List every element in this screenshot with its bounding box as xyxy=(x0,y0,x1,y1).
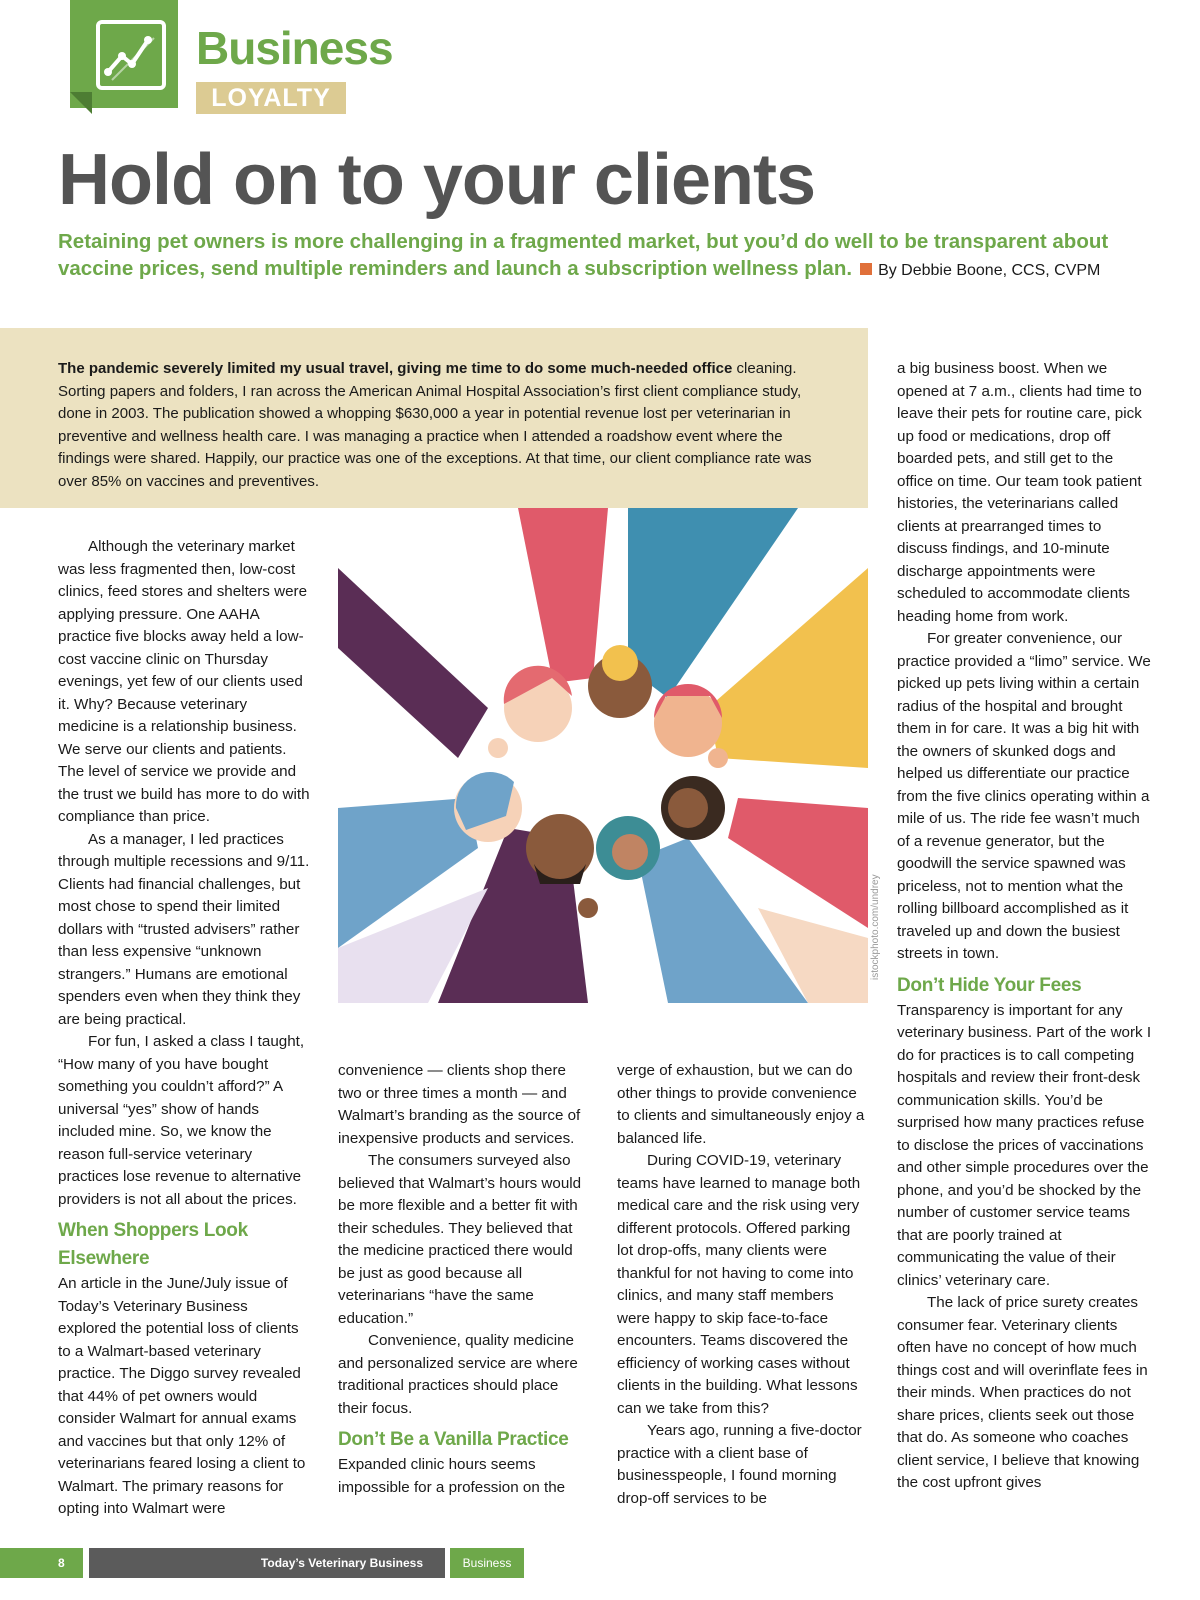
paragraph: Transparency is important for any veterinary business. Part of the work I do for practices is to call competing hospitals and review their front-desk communication skills. You’d be surprised how many practices refuse to disclose the prices of vaccinations and other simple procedures over the phone, and you’d be shocked by the number of customer service teams that are poorly trained at communicating the value of their clinics’ veterinary care. xyxy=(897,1001,1152,1289)
page-number-bar xyxy=(0,1548,83,1578)
subhead-fees: Don’t Hide Your Fees xyxy=(897,974,1082,996)
column-3 xyxy=(617,1060,869,1510)
intro-lead: The pandemic severely limited my usual travel, giving me time to do some much-needed office xyxy=(58,360,733,377)
intro-body: cleaning. Sorting papers and folders, I ran across the American Animal Hospital Association’s first client compliance study, done in 2003. The publication showed a whopping $630,000 a year in potential revenue lost per veterinarian in preventive and wellness health care. I was managing a practice when I attended a roadshow event where the findings were shared. Happily, our practice was one of the exceptions. At that time, our client compliance rate was over 85% on vaccines and preventives. xyxy=(58,360,812,490)
paragraph: convenience — clients shop there two or three times a month — and Walmart’s branding as the source of inexpensive products and services. xyxy=(338,1062,581,1147)
subhead-shoppers: When Shoppers Look Elsewhere xyxy=(58,1220,248,1269)
article-dek xyxy=(58,228,1168,284)
column-1 xyxy=(58,536,310,1521)
byline: By Debbie Boone, CCS, CVPM xyxy=(878,262,1101,279)
logo-fold-corner xyxy=(70,92,92,114)
paragraph: An article in the June/July issue of Today’s Veterinary Business explored the potential loss of clients to a Walmart-based veterinary practice. The Diggo survey revealed that 44% of pet owners would consider Walmart for annual exams and vaccines but that only 12% of veterinarians feared losing a client to Walmart. The primary reasons for opting into Walmart were xyxy=(58,1275,306,1517)
photo-credit: istockphoto.com/undrey xyxy=(870,874,881,980)
subhead-vanilla: Don’t Be a Vanilla Practice xyxy=(338,1429,569,1450)
page-number: 8 xyxy=(58,1556,65,1570)
intro-paragraph xyxy=(58,358,838,493)
dek-text: Retaining pet owners is more challenging in a fragmented market, but you’d do well to be transparent about vaccine prices, send multiple reminders and launch a subscription wellness plan. xyxy=(58,230,1109,280)
people-circle-illustration xyxy=(338,508,868,1003)
paragraph: verge of exhaustion, but we can do other things to provide convenience to clients and simultaneously enjoy a balanced life. xyxy=(617,1062,865,1147)
section-tag: LOYALTY xyxy=(196,82,346,114)
byline-square-icon xyxy=(860,263,872,275)
paragraph: Convenience, quality medicine and personalized service are where traditional practices should place their focus. xyxy=(338,1332,578,1417)
article-headline: Hold on to your clients xyxy=(58,140,816,220)
publication-name: Today’s Veterinary Business xyxy=(89,1548,445,1578)
footer-section-tab: Business xyxy=(450,1548,524,1578)
section-title: Business xyxy=(196,22,393,74)
paragraph: Although the veterinary market was less fragmented then, low-cost clinics, feed stores and shelters were applying pressure. One AAHA practice five blocks away held a low-cost vaccine clinic on Thursday evenings, yet few of our clients used it. Why? Because veterinary medicine is a relationship business. We serve our clients and patients. The level of service we provide and the trust we build has more to do with compliance than price. xyxy=(58,538,310,825)
paragraph: Expanded clinic hours seems impossible for a profession on the xyxy=(338,1456,566,1496)
paragraph: The consumers surveyed also believed that Walmart’s hours would be more flexible and a better fit with their schedules. They believed that the medicine practiced there would be just as good because all veterinarians “have the same education.” xyxy=(338,1152,582,1327)
column-4 xyxy=(897,358,1153,1495)
line-chart-icon xyxy=(96,20,166,90)
paragraph: As a manager, I led practices through multiple recessions and 9/11. Clients had financial challenges, but most chose to spend their limited dollars with “trusted advisers” rather than less expensive “unknown strangers.” Humans are emotional spenders even when they think they are being practical. xyxy=(58,830,310,1028)
paragraph: a big business boost. When we opened at 7 a.m., clients had time to leave their pets for routine care, pick up food or medications, drop off boarded pets, and still get to the office on time. Our team took patient histories, the veterinarians called clients at prearranged times to discuss findings, and 10-minute discharge appointments were scheduled to accommodate clients heading home from work. xyxy=(897,360,1142,625)
paragraph: Years ago, running a five-doctor practice with a client base of businesspeople, I found morning drop-off services to be xyxy=(617,1422,862,1507)
column-2 xyxy=(338,1060,590,1499)
paragraph: During COVID-19, veterinary teams have learned to manage both medical care and the risk using very different protocols. Offered parking lot drop-offs, many clients were thankful for not having to come into clinics, and many staff members were happy to skip face-to-face encounters. Teams discovered the efficiency of working cases without clients in the building. What lessons can we take from this? xyxy=(617,1152,861,1417)
paragraph: For greater convenience, our practice provided a “limo” service. We picked up pets living within a certain radius of the hospital and brought them in for care. It was a big hit with the owners of skunked dogs and helped us differentiate our practice from the five clinics operating within a mile of us. The ride fee wasn’t much of a revenue generator, but the goodwill the service spawned was priceless, not to mention what the rolling billboard accomplished as it traveled up and down the busiest streets in town. xyxy=(897,630,1151,962)
paragraph: The lack of price surety creates consumer fear. Veterinary clients often have no concept of how much things cost and will overinflate fees in their minds. When practices do not share prices, clients seek out those that do. As someone who coaches client service, I believe that knowing the cost upfront gives xyxy=(897,1294,1148,1491)
paragraph: For fun, I asked a class I taught, “How many of you have bought something you couldn’t afford?” A universal “yes” show of hands included mine. So, we know the reason full-service veterinary practices lose revenue to alternative providers is not all about the prices. xyxy=(58,1033,305,1208)
